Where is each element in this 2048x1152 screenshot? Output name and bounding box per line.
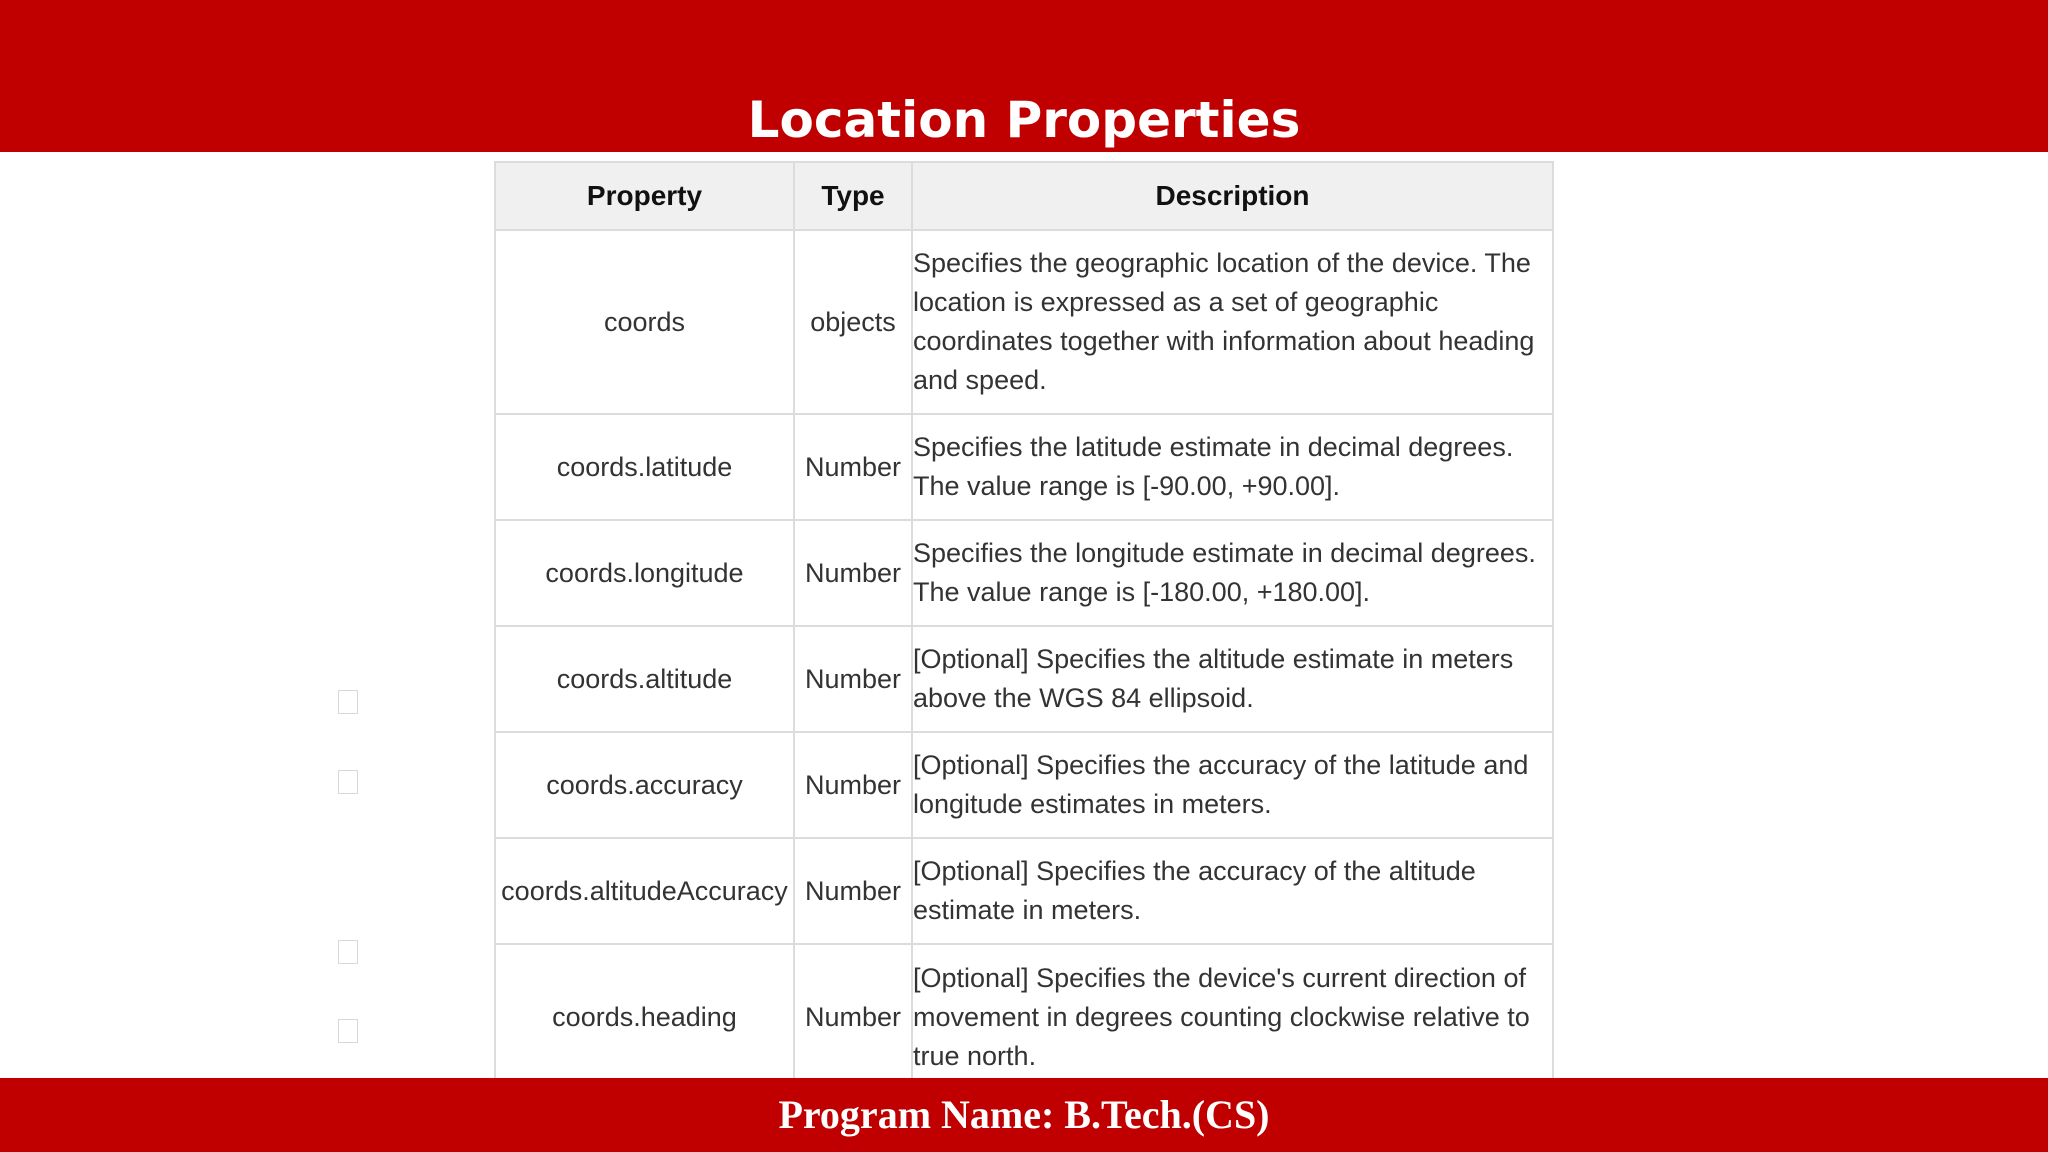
type-cell: Number: [794, 838, 912, 944]
description-cell: Specifies the longitude estimate in decimal degrees. The value range is [-180.00, +180.00].: [912, 520, 1553, 626]
property-cell: coords.altitude: [495, 626, 794, 732]
description-cell: [Optional] Specifies the altitude estimate in meters above the WGS 84 ellipsoid.: [912, 626, 1553, 732]
placeholder-box: [338, 690, 358, 714]
property-cell: coords.longitude: [495, 520, 794, 626]
location-properties-table: [494, 161, 1554, 1078]
property-cell: coords.altitudeAccuracy: [495, 838, 794, 944]
table-row: [495, 230, 1553, 414]
description-cell: [Optional] Specifies the device's current direction of movement in degrees counting clockwise relative to true north.: [912, 944, 1553, 1078]
type-cell: Number: [794, 414, 912, 520]
header-property: Property: [495, 162, 794, 230]
table-row: [495, 626, 1553, 732]
placeholder-box: [338, 770, 358, 794]
header-type: Type: [794, 162, 912, 230]
type-cell: objects: [794, 230, 912, 414]
table-row: [495, 520, 1553, 626]
property-cell: coords: [495, 230, 794, 414]
type-cell: Number: [794, 520, 912, 626]
type-cell: Number: [794, 732, 912, 838]
property-cell: coords.heading: [495, 944, 794, 1078]
type-cell: Number: [794, 944, 912, 1078]
description-cell: Specifies the latitude estimate in decimal degrees. The value range is [-90.00, +90.00].: [912, 414, 1553, 520]
program-name: Program Name: B.Tech.(CS): [778, 1092, 1270, 1137]
slide-title: Location Properties: [747, 91, 1301, 149]
header-description: Description: [912, 162, 1553, 230]
description-cell: Specifies the geographic location of the device. The location is expressed as a set of geographic coordinates together with information about heading and speed.: [912, 230, 1553, 414]
table-row: [495, 732, 1553, 838]
table-row: [495, 838, 1553, 944]
table-row: [495, 944, 1553, 1078]
property-cell: coords.latitude: [495, 414, 794, 520]
table-row: [495, 414, 1553, 520]
table-frame: [488, 152, 1560, 1078]
type-cell: Number: [794, 626, 912, 732]
placeholder-box: [338, 1019, 358, 1043]
description-cell: [Optional] Specifies the accuracy of the altitude estimate in meters.: [912, 838, 1553, 944]
property-cell: coords.accuracy: [495, 732, 794, 838]
description-cell: [Optional] Specifies the accuracy of the latitude and longitude estimates in meters.: [912, 732, 1553, 838]
table-header-row: [495, 162, 1553, 230]
placeholder-box: [338, 940, 358, 964]
